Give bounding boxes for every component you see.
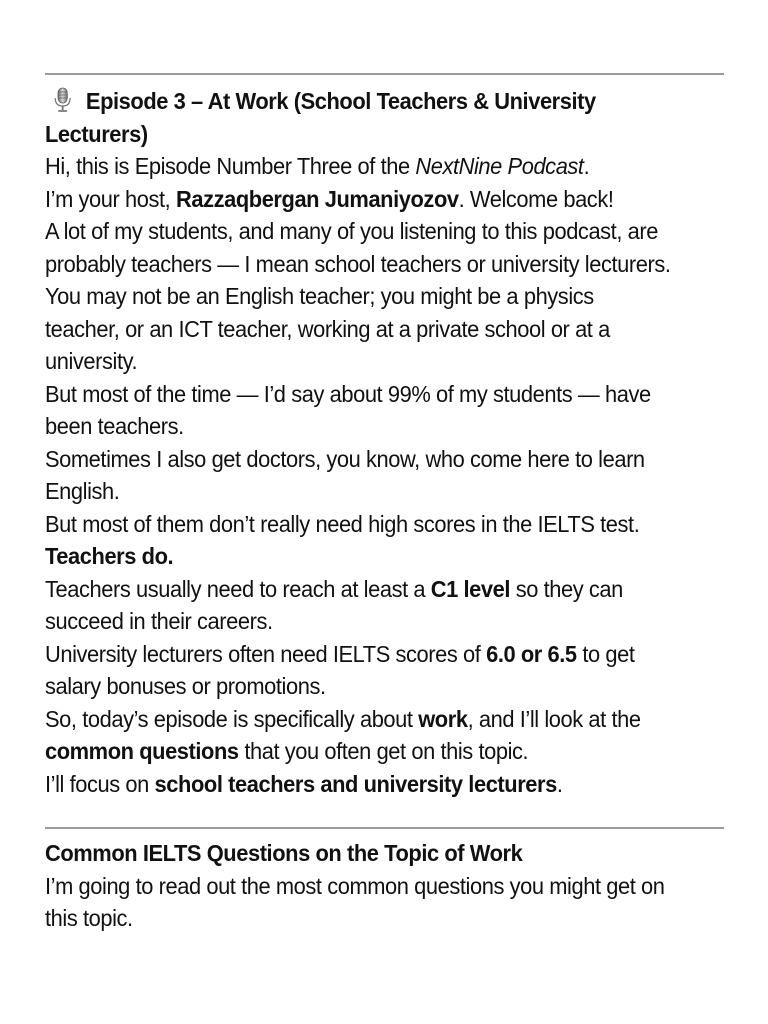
microphone-icon xyxy=(52,87,72,113)
episode-title-line2: Lecturers) xyxy=(45,120,148,147)
emphasis: C1 level xyxy=(430,575,511,602)
intro-line-1 xyxy=(45,150,733,183)
intro-line-9: been teachers. xyxy=(45,413,184,439)
intro-line-15: succeed in their careers. xyxy=(45,608,273,634)
section-line-2: this topic. xyxy=(45,905,133,931)
text-segment: Teachers usually need to reach at least a xyxy=(45,575,431,602)
emphasis: common questions xyxy=(45,738,239,764)
text-segment: Hi, this is Episode Number Three of the xyxy=(45,153,416,179)
intro-line-14 xyxy=(45,573,733,606)
emphasis: 6.0 or 6.5 xyxy=(486,640,577,667)
host-name: Razzaqbergan Jumaniyozov xyxy=(175,185,459,212)
text-segment: . xyxy=(556,770,563,797)
text-segment: University lecturers often need IELTS scores of xyxy=(45,640,487,667)
top-divider xyxy=(45,73,724,75)
intro-line-4: probably teachers — I mean school teachers or university lecturers. xyxy=(45,250,671,277)
section-line-1: I’m going to read out the most common questions you might get on xyxy=(45,872,665,899)
intro-line-2 xyxy=(45,183,733,216)
intro-line-12: But most of them don’t really need high scores in the IELTS test. xyxy=(45,510,640,537)
intro-line-7: university. xyxy=(45,348,138,374)
intro-line-13: Teachers do. xyxy=(45,543,174,569)
intro-line-10: Sometimes I also get doctors, you know, who come here to learn xyxy=(45,445,645,472)
intro-line-17: salary bonuses or promotions. xyxy=(45,673,326,699)
section-heading: Common IELTS Questions on the Topic of Work xyxy=(45,840,523,866)
text-segment: , and I’ll look at the xyxy=(467,705,641,732)
document-page xyxy=(45,0,735,935)
text-segment: . xyxy=(583,153,590,179)
episode-title-line1: Episode 3 – At Work (School Teachers & University xyxy=(85,88,596,114)
intro-line-3: A lot of my students, and many of you listening to this podcast, are xyxy=(45,218,658,244)
emphasis: school teachers and university lecturers xyxy=(154,770,557,797)
intro-line-8: But most of the time — I’d say about 99% of my students — have xyxy=(45,380,651,407)
podcast-name: NextNine Podcast xyxy=(415,153,584,179)
intro-line-19 xyxy=(45,735,733,768)
intro-line-20 xyxy=(45,768,733,801)
intro-line-6: teacher, or an ICT teacher, working at a private school or at a xyxy=(45,315,610,342)
text-segment: So, today’s episode is specifically about xyxy=(45,705,419,732)
intro-line-16 xyxy=(45,638,733,671)
emphasis: work xyxy=(418,705,468,732)
text-segment: so they can xyxy=(510,575,623,602)
section-divider xyxy=(45,827,724,829)
text-segment: I’m your host, xyxy=(45,185,176,212)
episode-title xyxy=(45,85,733,118)
text-segment: . Welcome back! xyxy=(458,185,614,212)
intro-line-5: You may not be an English teacher; you might be a physics xyxy=(45,283,594,309)
intro-line-18 xyxy=(45,703,733,736)
text-segment: to get xyxy=(576,640,635,667)
intro-line-11: English. xyxy=(45,478,120,504)
text-segment: that you often get on this topic. xyxy=(238,738,529,764)
text-segment: I’ll focus on xyxy=(45,770,155,797)
